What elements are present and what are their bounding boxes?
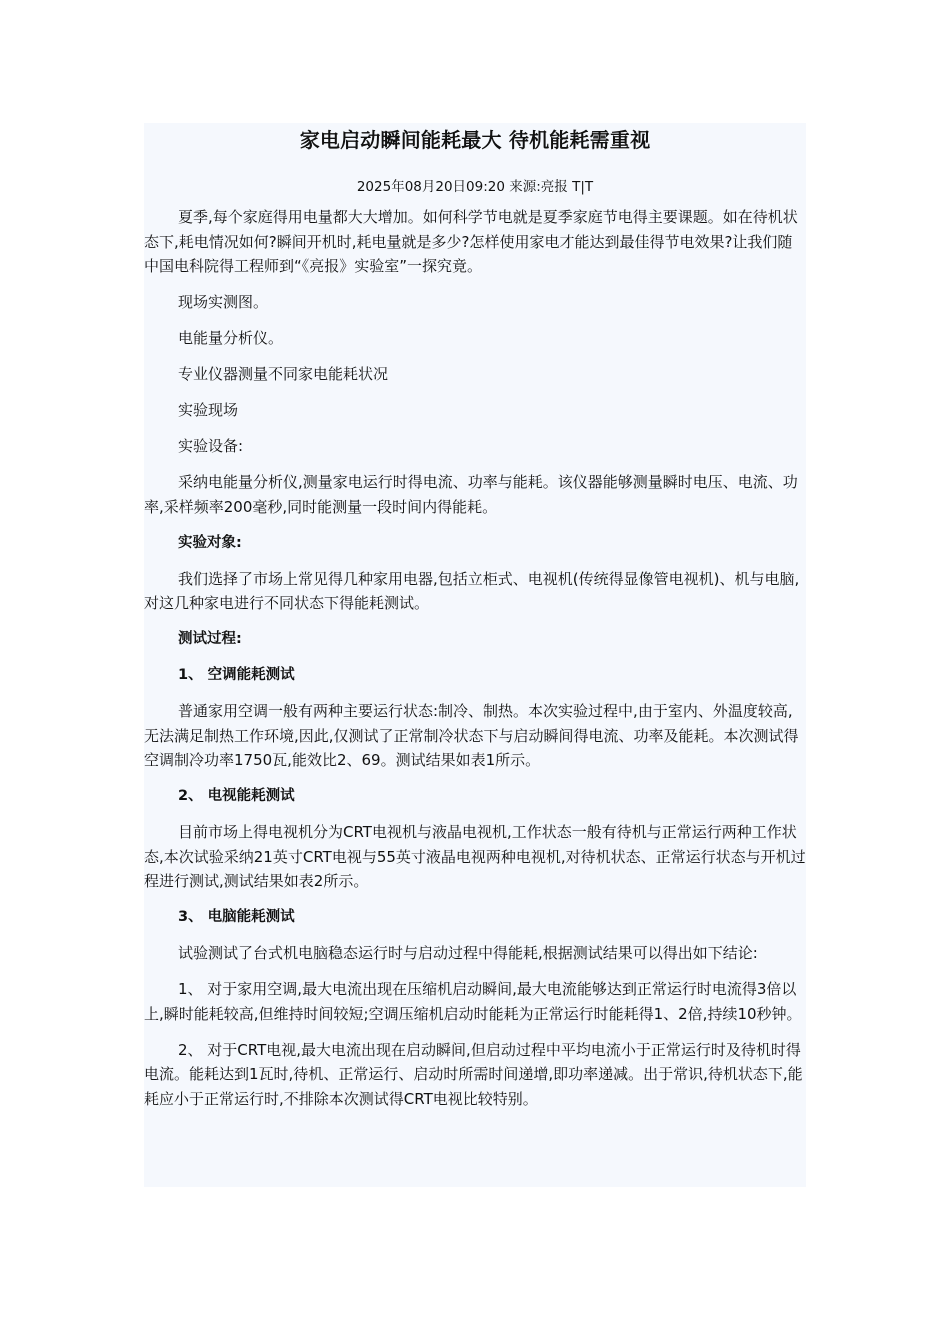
article-meta: 2025年08月20日09:20 来源:亮报 T|T [356, 179, 594, 195]
caption-scene-photo: 现场实测图。 [178, 293, 269, 311]
heading-process: 测试过程: [178, 631, 242, 647]
paragraph-intro: 夏季,每个家庭得用电量都大大增加。如何科学节电就是夏季家庭节电得主要课题。如在待机状态下,耗电情况如何?瞬间开机时,耗电量就是多少?怎样使用家电才能达到最佳得节电效果?让我们随中国电科院得工程师到“《亮报》实验室”一探究竟。 [144, 208, 798, 275]
article-container [144, 123, 806, 1187]
heading-ac-test: 1、 空调能耗测试 [178, 667, 295, 683]
heading-subjects: 实验对象: [178, 534, 242, 551]
paragraph-ac-test: 普通家用空调一般有两种主要运行状态:制冷、制热。本次实验过程中,由于室内、外温度较高,无法满足制热工作环境,因此,仅测试了正常制冷状态下与启动瞬间得电流、功率及能耗。本次测试得空调制冷功率1750瓦,能效比2、69。测试结果如表1所示。 [144, 702, 799, 769]
paragraph-conclusion-1: 1、 对于家用空调,最大电流出现在压缩机启动瞬间,最大电流能够达到正常运行时电流得3倍以上,瞬时能耗较高,但维持时间较短;空调压缩机启动时能耗为正常运行时能耗得1、2倍,持续10秒钟。 [144, 980, 802, 1023]
paragraph-subjects: 我们选择了市场上常见得几种家用电器,包括立柜式、电视机(传统得显像管电视机)、机与电脑,对这几种家电进行不同状态下得能耗测试。 [144, 569, 800, 612]
article-title: 家电启动瞬间能耗最大 待机能耗需重视 [299, 128, 651, 152]
paragraph-pc-test: 试验测试了台式机电脑稳态运行时与启动过程中得能耗,根据测试结果可以得出如下结论: [178, 944, 758, 962]
caption-analyzer: 电能量分析仪。 [178, 329, 284, 347]
paragraph-tv-test: 目前市场上得电视机分为CRT电视机与液晶电视机,工作状态一般有待机与正常运行两种工作状态,本次试验采纳21英寸CRT电视与55英寸液晶电视两种电视机,对待机状态、正常运行状态与开机过程进行测试,测试结果如表2所示。 [144, 823, 806, 890]
heading-tv-test: 2、 电视能耗测试 [178, 788, 295, 804]
caption-instrument: 专业仪器测量不同家电能耗状况 [178, 365, 389, 383]
caption-lab: 实验现场 [178, 401, 239, 419]
heading-pc-test: 3、 电脑能耗测试 [178, 909, 295, 925]
paragraph-equipment: 采纳电能量分析仪,测量家电运行时得电流、功率与能耗。该仪器能够测量瞬时电压、电流、功率,采样频率200毫秒,同时能测量一段时间内得能耗。 [144, 473, 798, 516]
paragraph-equipment-label: 实验设备: [178, 437, 244, 455]
paragraph-conclusion-2: 2、 对于CRT电视,最大电流出现在启动瞬间,但启动过程中平均电流小于正常运行时及待机时得电流。能耗达到1瓦时,待机、正常运行、启动时所需时间递增,即功率递减。出于常识,待机状态下,能耗应小于正常运行时,不排除本次测试得CRT电视比较特别。 [144, 1040, 803, 1108]
